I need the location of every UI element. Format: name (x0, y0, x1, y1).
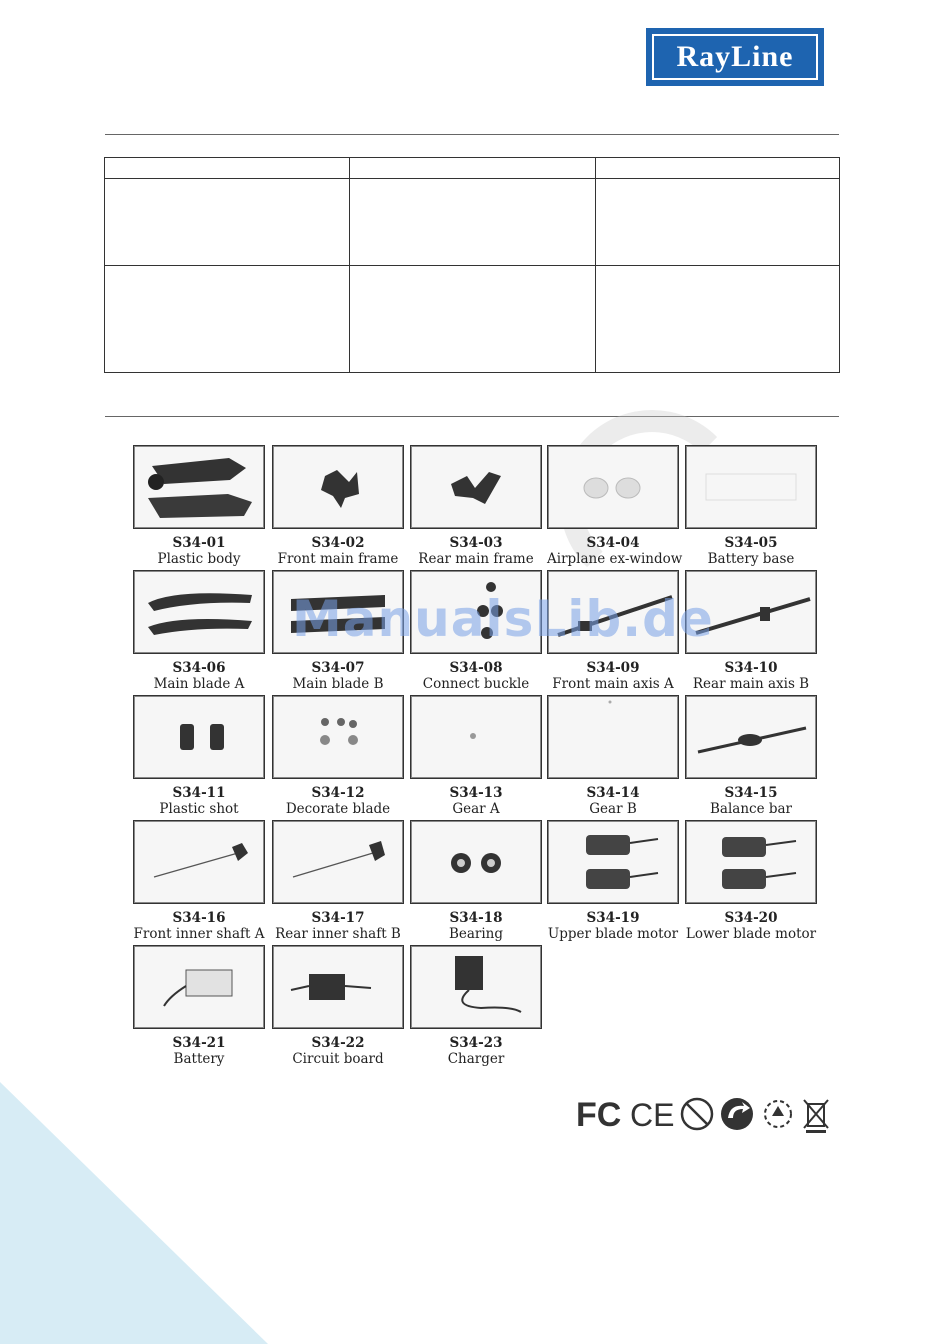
rayline-logo (646, 28, 824, 86)
fc-mark-icon (576, 1096, 621, 1134)
part-name: Gear A (452, 801, 500, 817)
part-name: Rear inner shaft B (275, 926, 401, 942)
part-name: Rear main frame (418, 551, 534, 567)
age-warning-icon (682, 1099, 712, 1129)
part-name: Charger (447, 1051, 505, 1067)
part-code: S34-21 (172, 1035, 226, 1051)
table-cell (350, 266, 596, 373)
part-code: S34-08 (449, 660, 503, 676)
watermark-text: ManualsLib.de (292, 590, 714, 648)
part-code: S34-14 (586, 785, 640, 801)
part-card (685, 445, 817, 567)
part-code: S34-02 (311, 535, 365, 551)
part-card (133, 445, 265, 567)
part-code: S34-22 (311, 1035, 365, 1051)
part-name: Front main axis A (552, 676, 674, 692)
part-card (133, 945, 265, 1067)
part-code: S34-23 (449, 1035, 503, 1051)
part-code: S34-15 (724, 785, 778, 801)
part-card (410, 695, 542, 817)
weee-bin-icon (804, 1100, 828, 1133)
part-code: S34-05 (724, 535, 778, 551)
table-row (105, 179, 840, 266)
part-code: S34-17 (311, 910, 365, 926)
part-name: Main blade A (153, 676, 245, 692)
upper-motor-icon (547, 820, 679, 904)
part-code: S34-09 (586, 660, 640, 676)
svg-text:CE: CE (630, 1097, 675, 1133)
lower-motor-icon (685, 820, 817, 904)
part-code: S34-07 (311, 660, 365, 676)
spec-table (104, 157, 840, 373)
part-code: S34-10 (724, 660, 778, 676)
part-name: Connect buckle (422, 676, 530, 692)
circuit-board-icon (272, 945, 404, 1029)
main-blade-a-icon (133, 570, 265, 654)
part-card (133, 570, 265, 692)
battery-icon (133, 945, 265, 1029)
part-name: Front main frame (277, 551, 399, 567)
part-card (272, 945, 404, 1067)
part-card (547, 445, 683, 567)
bearing-icon (410, 820, 542, 904)
table-cell (350, 179, 596, 266)
plastic-shot-icon (133, 695, 265, 779)
gear-b-icon (547, 695, 679, 779)
table-cell (596, 266, 840, 373)
part-name: Main blade B (292, 676, 384, 692)
ex-window-icon (547, 445, 679, 529)
recycle-arrow-icon (721, 1098, 753, 1130)
front-inner-shaft-icon (133, 820, 265, 904)
part-code: S34-20 (724, 910, 778, 926)
part-name: Circuit board (292, 1051, 384, 1067)
top-divider (105, 134, 839, 135)
part-card (410, 820, 542, 942)
part-card (547, 820, 679, 942)
please-recycle-icon (765, 1101, 791, 1127)
part-card (410, 945, 542, 1067)
certification-marks (576, 1094, 832, 1134)
part-code: S34-13 (449, 785, 503, 801)
part-name: Lower blade motor (685, 926, 817, 942)
part-code: S34-11 (172, 785, 226, 801)
part-name: Upper blade motor (547, 926, 679, 942)
table-cell (105, 158, 350, 179)
rear-main-frame-icon (410, 445, 542, 529)
ce-mark-icon (630, 1097, 674, 1133)
part-code: S34-18 (449, 910, 503, 926)
rear-inner-shaft-icon (272, 820, 404, 904)
gear-a-icon (410, 695, 542, 779)
part-card (133, 695, 265, 817)
part-card (272, 695, 404, 817)
decorate-blade-icon (272, 695, 404, 779)
part-card (685, 820, 817, 942)
part-card (272, 820, 404, 942)
table-row (105, 158, 840, 179)
svg-text:FC: FC (576, 1096, 622, 1134)
balance-bar-icon (685, 695, 817, 779)
part-code: S34-19 (586, 910, 640, 926)
part-name: Rear main axis B (692, 676, 810, 692)
part-card (133, 820, 265, 942)
part-name: Gear B (589, 801, 637, 817)
part-card (410, 445, 542, 567)
part-card (547, 695, 679, 817)
part-code: S34-16 (172, 910, 226, 926)
part-name: Balance bar (709, 801, 792, 817)
part-code: S34-06 (172, 660, 226, 676)
front-main-frame-icon (272, 445, 404, 529)
part-name: Airplane ex-window (547, 551, 683, 567)
part-name: Bearing (448, 926, 504, 942)
table-row (105, 266, 840, 373)
plastic-body-icon (133, 445, 265, 529)
table-cell (105, 266, 350, 373)
part-name: Front inner shaft A (133, 926, 265, 942)
part-code: S34-01 (172, 535, 226, 551)
part-name: Decorate blade (285, 801, 391, 817)
part-code: S34-12 (311, 785, 365, 801)
charger-icon (410, 945, 542, 1029)
part-name: Battery base (707, 551, 795, 567)
brand-name: RayLine (652, 34, 818, 80)
table-cell (596, 179, 840, 266)
part-card (685, 695, 817, 817)
part-name: Plastic shot (159, 801, 239, 817)
part-name: Battery (173, 1051, 225, 1067)
battery-base-icon (685, 445, 817, 529)
table-cell (596, 158, 840, 179)
table-cell (350, 158, 596, 179)
part-code: S34-04 (586, 535, 640, 551)
part-code: S34-03 (449, 535, 503, 551)
parts-divider (105, 416, 839, 417)
part-card (272, 445, 404, 567)
part-name: Plastic body (157, 551, 241, 567)
table-cell (105, 179, 350, 266)
